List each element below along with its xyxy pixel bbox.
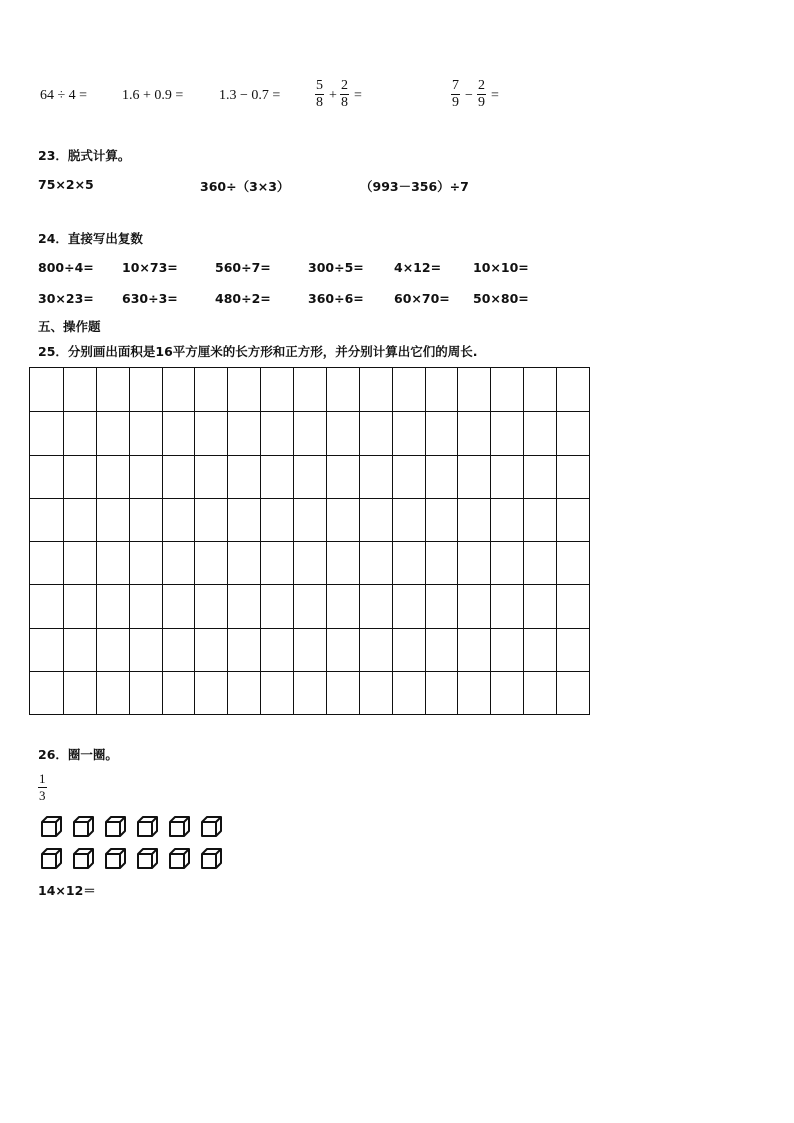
cube-icon[interactable] — [168, 847, 190, 869]
q23-title: 23．脱式计算。 — [38, 148, 131, 163]
q23-item: 75×2×5 — [38, 177, 94, 192]
cube-icon[interactable] — [104, 847, 126, 869]
fraction-2-8 — [340, 78, 349, 111]
q24-item: 30×23= — [38, 291, 94, 306]
q23-item: 360÷（3×3） — [200, 179, 290, 194]
q24-item: 800÷4= — [38, 260, 94, 275]
grid-horizontal-line — [30, 541, 589, 542]
grid-horizontal-line — [30, 411, 589, 412]
section-5-title: 五、操作题 — [38, 319, 101, 334]
denominator: 8 — [341, 95, 348, 110]
cube-icon[interactable] — [200, 847, 222, 869]
q24-item: 10×73= — [122, 260, 178, 275]
q24-item: 4×12= — [394, 260, 442, 275]
cube-icon[interactable] — [72, 815, 94, 837]
denominator: 9 — [452, 95, 459, 110]
grid-horizontal-line — [30, 584, 589, 585]
numerator: 7 — [452, 78, 459, 93]
fraction-1-3 — [38, 771, 47, 804]
numerator: 2 — [478, 78, 485, 93]
cube-icon[interactable] — [200, 815, 222, 837]
q24-item: 60×70= — [394, 291, 450, 306]
cube-icon[interactable] — [40, 847, 62, 869]
q24-item: 10×10= — [473, 260, 529, 275]
numerator: 1 — [39, 771, 46, 786]
denominator: 9 — [478, 95, 485, 110]
equals-sign: = — [491, 88, 499, 103]
q26-expr: 14×12＝ — [38, 883, 96, 898]
q24-item: 50×80= — [473, 291, 529, 306]
q24-item: 480÷2= — [215, 291, 271, 306]
grid-horizontal-line — [30, 628, 589, 629]
cube-icon[interactable] — [72, 847, 94, 869]
cube-icon[interactable] — [136, 847, 158, 869]
denominator: 8 — [316, 95, 323, 110]
expr-1.6-plus-0.9: 1.6 + 0.9 = — [122, 88, 184, 103]
minus-sign: − — [465, 88, 473, 103]
fraction-5-8 — [315, 78, 324, 111]
fraction-2-9 — [477, 78, 486, 111]
cube-icon[interactable] — [136, 815, 158, 837]
expr-1.3-minus-0.7: 1.3 − 0.7 = — [219, 88, 281, 103]
q26-title: 26．圈一圈。 — [38, 747, 118, 762]
q25-title: 25．分别画出面积是16平方厘米的长方形和正方形，并分别计算出它们的周长. — [38, 344, 478, 359]
q24-item: 560÷7= — [215, 260, 271, 275]
denominator: 3 — [39, 788, 46, 803]
numerator: 2 — [341, 78, 348, 93]
cube-icon[interactable] — [104, 815, 126, 837]
drawing-grid[interactable] — [29, 367, 590, 715]
plus-sign: + — [329, 88, 337, 103]
expr-64-div-4: 64 ÷ 4 = — [40, 88, 88, 103]
numerator: 5 — [316, 78, 323, 93]
q23-item: （993－356）÷7 — [360, 179, 469, 194]
fraction-7-9 — [451, 78, 460, 111]
cube-icon[interactable] — [40, 815, 62, 837]
q24-item: 360÷6= — [308, 291, 364, 306]
q24-title: 24．直接写出复数 — [38, 231, 143, 246]
equals-sign: = — [354, 88, 362, 103]
grid-horizontal-line — [30, 498, 589, 499]
cube-icon[interactable] — [168, 815, 190, 837]
grid-horizontal-line — [30, 455, 589, 456]
q24-item: 630÷3= — [122, 291, 178, 306]
grid-horizontal-line — [30, 671, 589, 672]
q24-item: 300÷5= — [308, 260, 364, 275]
